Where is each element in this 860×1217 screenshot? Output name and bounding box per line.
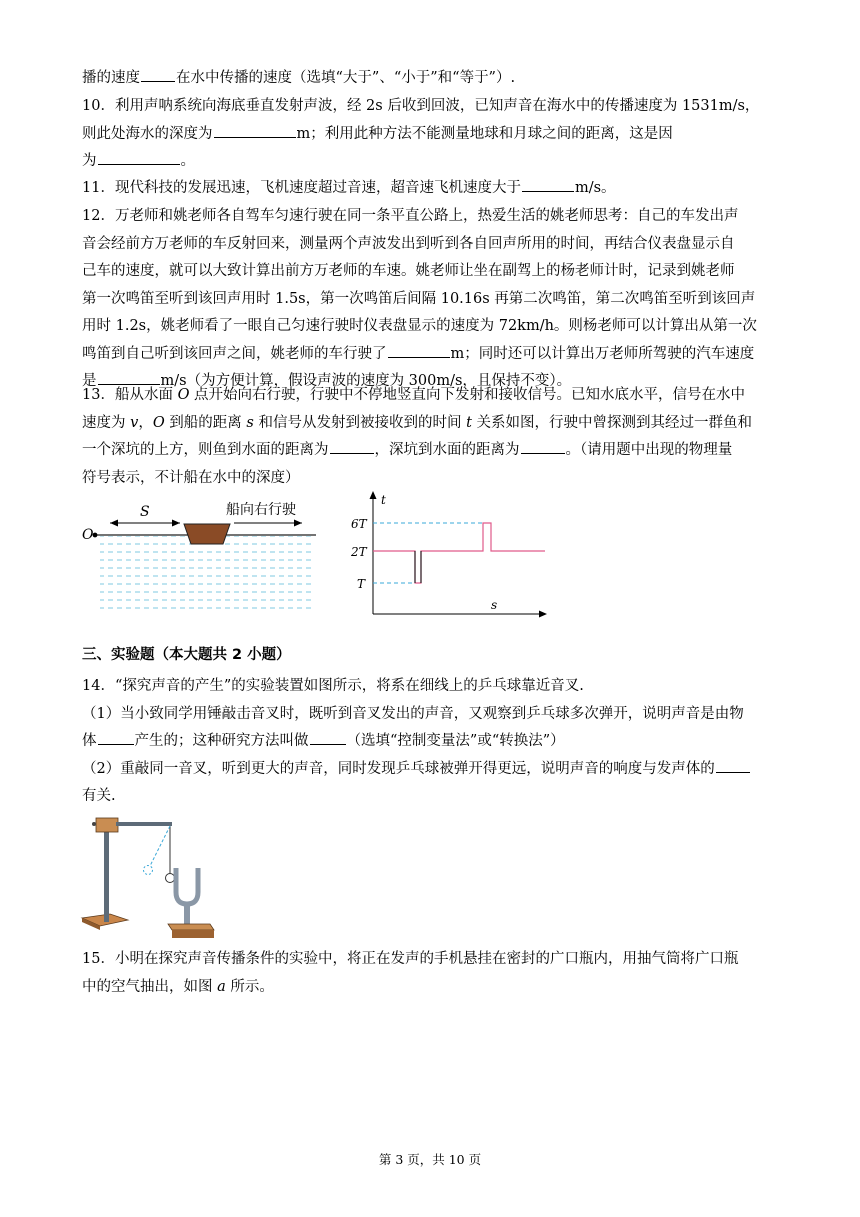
q10-text: m；利用此种方法不能测量地球和月球之间的距离，这是因 <box>296 125 673 142</box>
q12-line: 12．万老师和姚老师各自驾车匀速行驶在同一条平直公路上，热爱生活的姚老师思考：自己的车发出声 <box>82 208 739 224</box>
q10-line1: 10．利用声呐系统向海底垂直发射声波，经 2s 后收到回波，已知声音在海水中的传播速度为 1531m/s， <box>82 98 760 114</box>
answer-blank[interactable] <box>330 439 374 454</box>
q14-line: 有关. <box>82 788 116 804</box>
q11-text: 11．现代科技的发展迅速，飞机速度超过音速，超音速飞机速度大于 <box>82 180 521 196</box>
q14-line <box>82 756 782 784</box>
page-footer: 第 3 页，共 10 页 <box>378 1152 482 1167</box>
symbol-o: O <box>177 387 190 403</box>
fork-base <box>168 924 214 930</box>
t-s-graph <box>345 488 555 618</box>
q14-text: （2）重敲同一音叉，听到更大的声音，同时发现乒乓球被弹开得更远，说明声音的响度与发声体的 <box>82 760 715 777</box>
q15-text: 所示。 <box>225 978 274 995</box>
q9-text-a: 播的速度 <box>82 70 140 86</box>
q12-text: 鸣笛到自己听到该回声之间，姚老师的车行驶了 <box>82 345 387 362</box>
question-13 <box>82 382 782 492</box>
q13-text: 一个深坑的上方，则鱼到水面的距离为 <box>82 442 329 458</box>
tick-label-6t: 6T <box>351 517 367 531</box>
q10-text: 为 <box>82 153 97 169</box>
boat-icon <box>184 524 230 544</box>
origin-label: O <box>82 527 94 543</box>
q13-line1 <box>82 382 782 410</box>
q15-line <box>82 974 782 1002</box>
q10-line2 <box>82 121 782 149</box>
q12-text: m；同时还可以计算出万老师所驾驶的汽车速度 <box>450 345 755 362</box>
symbol-t: t <box>466 414 472 431</box>
q12-line: 音会经前方万老师的车反射回来，测量两个声波发出到听到各自回声所用的时间，再结合仪表盘显示自 <box>82 235 735 252</box>
water-area <box>100 536 315 614</box>
tuning-fork-stem <box>184 902 190 924</box>
q14-line: 14．“探究声音的产生”的实验装置如图所示，将系在细线上的乒乓球靠近音叉. <box>82 678 584 694</box>
stand-rod <box>104 826 109 922</box>
distance-label: S <box>140 504 150 520</box>
q13-line2 <box>82 410 782 438</box>
q13-text: 到船的距离 <box>164 414 247 431</box>
symbol-v: v <box>130 414 139 431</box>
answer-blank[interactable] <box>98 730 134 745</box>
boat-label: 船向右行驶 <box>226 502 296 518</box>
q15-line: 15．小明在探究声音传播条件的实验中，将正在发声的手机悬挂在密封的广口瓶内，用抽气筒将广口瓶 <box>82 951 739 967</box>
q13-text: 。（请用题中出现的物理量 <box>565 442 733 458</box>
t-s-curve <box>373 523 545 583</box>
q12-text: m/s（为方便计算，假设声波的速度为 300m/s，且保持不变）。 <box>160 373 572 389</box>
q13-line3 <box>82 437 782 465</box>
question-10 <box>82 93 782 176</box>
answer-blank[interactable] <box>388 343 450 358</box>
q13-text: 速度为 <box>82 414 131 431</box>
answer-blank[interactable] <box>522 177 574 192</box>
arrow-head-left-icon <box>110 520 118 527</box>
boat-diagram <box>80 492 320 617</box>
q11-text: m/s。 <box>574 180 616 196</box>
answer-blank[interactable] <box>214 123 296 138</box>
q14-text: 体 <box>82 733 97 749</box>
q12-line: 用时 1.2s，姚老师看了一眼自己匀速行驶时仪表盘显示的速度为 72km/h。则杨老师可以计算出从第一次 <box>82 318 757 334</box>
symbol-o: O <box>152 414 165 431</box>
fork-base-side <box>172 930 214 938</box>
answer-blank[interactable] <box>716 758 750 773</box>
q12-line: 己车的速度，就可以大致计算出前方万老师的车速。姚老师让坐在副驾上的杨老师计时，记录到姚老师 <box>82 263 735 279</box>
ball-swing-icon <box>144 866 153 875</box>
tuning-fork-icon <box>176 868 198 904</box>
answer-blank[interactable] <box>521 439 565 454</box>
q13-text: ，深坑到水面的距离为 <box>374 442 520 458</box>
q9-text-b: 在水中传播的速度（选填“大于”、“小于”和“等于”）. <box>176 70 516 86</box>
answer-blank[interactable] <box>310 730 346 745</box>
s-axis-label: s <box>491 598 498 612</box>
q13-text: 关系如图，行驶中曾探测到其经过一群鱼和 <box>471 414 753 431</box>
clamp-screw-icon <box>92 822 96 826</box>
q13-line4: 符号表示，不计船在水中的深度） <box>82 469 300 486</box>
guide-6t <box>373 523 483 551</box>
answer-blank[interactable] <box>141 67 175 82</box>
arrow-head-right-icon <box>294 520 302 527</box>
q13-text: ， <box>138 414 153 431</box>
tick-label-t: T <box>357 577 366 591</box>
q14-text: （选填“控制变量法”或“转换法”） <box>346 733 565 749</box>
stand-arm <box>116 822 172 826</box>
clamp-block <box>96 818 118 832</box>
q12-line <box>82 341 782 369</box>
question-9-tail <box>82 65 782 93</box>
question-12 <box>82 203 782 396</box>
q13-text: 和信号从发射到被接收到的时间 <box>253 414 467 431</box>
tuning-fork-diagram <box>80 812 220 942</box>
q13-text: 13．船从水面 <box>82 387 178 403</box>
s-axis-arrow-icon <box>539 611 547 618</box>
q14-line <box>82 728 782 756</box>
thread-swing <box>150 826 170 866</box>
q14-line: （1）当小致同学用锤敲击音叉时，既听到音叉发出的声音，又观察到乒乓球多次弹开，说明声音是由物 <box>82 705 744 722</box>
question-14 <box>82 673 782 811</box>
q10-text: 。 <box>180 153 195 169</box>
q10-line3 <box>82 148 782 176</box>
t-axis-arrow-icon <box>370 491 377 499</box>
section-title: 三、实验题（本大题共 2 小题） <box>82 647 291 663</box>
ping-pong-ball-icon <box>166 874 175 883</box>
answer-blank[interactable] <box>98 150 180 165</box>
q12-text: 是 <box>82 373 97 389</box>
question-11 <box>82 175 782 203</box>
q12-line: 第一次鸣笛至听到该回声用时 1.5s，第一次鸣笛后间隔 10.16s 再第二次鸣笛，第二次鸣笛至听到该回声 <box>82 290 756 307</box>
symbol-s: s <box>246 414 254 431</box>
q14-text: 产生的；这种研究方法叫做 <box>134 733 309 749</box>
question-15 <box>82 946 782 1001</box>
symbol-a: a <box>217 978 226 995</box>
t-axis-label: t <box>381 493 386 507</box>
q10-text: 则此处海水的深度为 <box>82 125 213 142</box>
tick-label-2t: 2T <box>351 545 367 559</box>
q15-text: 中的空气抽出，如图 <box>82 978 218 995</box>
arrow-head-right-icon <box>172 520 180 527</box>
q13-text: 点开始向右行驶，行驶中不停地竖直向下发射和接收信号。已知水底水平，信号在水中 <box>189 387 746 403</box>
